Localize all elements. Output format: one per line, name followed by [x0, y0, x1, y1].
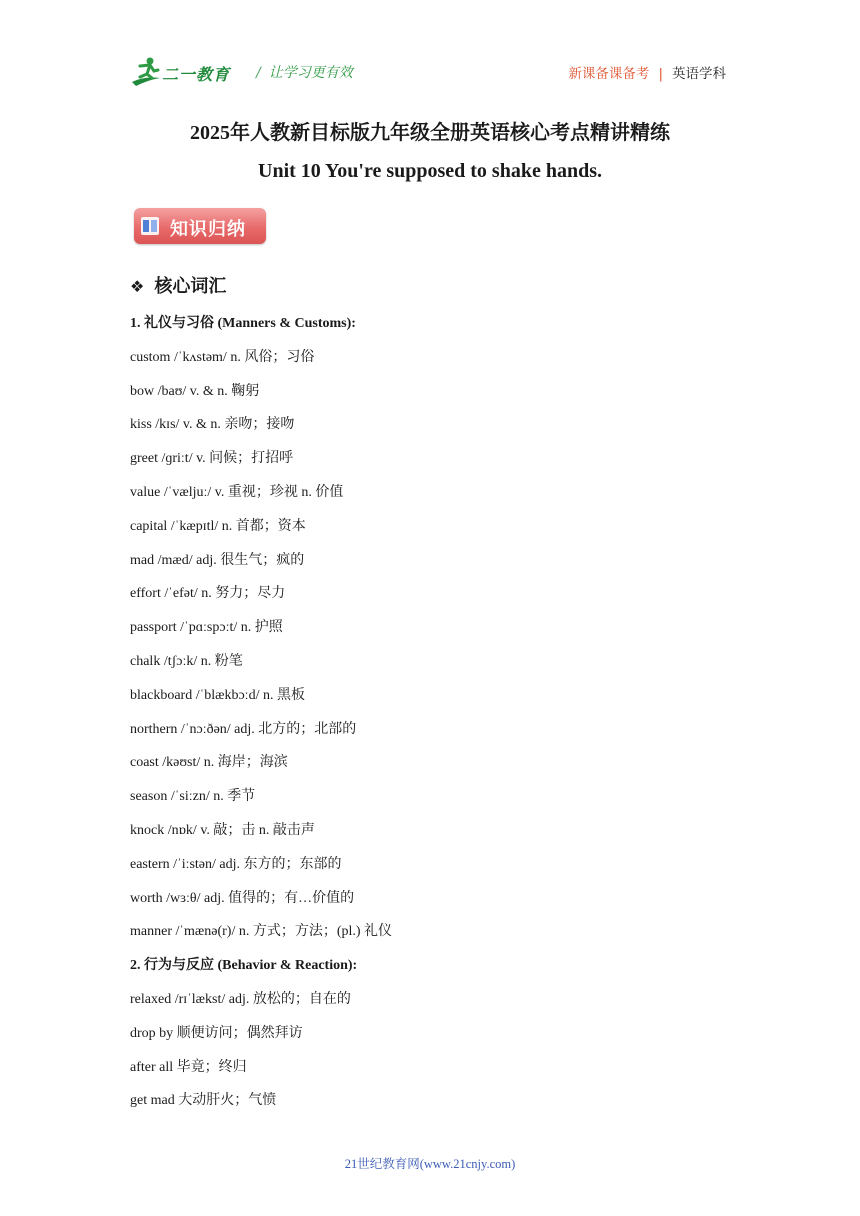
vocabulary-list	[130, 314, 750, 1125]
vocab-entry: relaxed /rɪˈlækst/ adj. 放松的；自在的	[130, 991, 351, 1007]
header-subject-label: 英语学科	[672, 66, 726, 82]
vocab-entry: northern /ˈnɔːðən/ adj. 北方的；北部的	[130, 721, 357, 737]
vocab-entry: after all 毕竟；终归	[130, 1059, 247, 1075]
document-title: 2025年人教新目标版九年级全册英语核心考点精讲精练	[190, 122, 670, 144]
document-subtitle: Unit 10 You're supposed to shake hands.	[258, 160, 602, 182]
logo-text: 二一教育	[162, 65, 231, 84]
vocab-entry: chalk /tʃɔːk/ n. 粉笔	[130, 653, 243, 669]
book-icon	[138, 214, 162, 238]
knowledge-summary-badge	[134, 208, 266, 244]
section-heading	[130, 272, 226, 298]
vocab-entry: effort /ˈefət/ n. 努力；尽力	[130, 586, 286, 602]
header-right	[568, 62, 726, 82]
vocab-entry: bow /baʊ/ v. & n. 鞠躬	[130, 383, 260, 399]
vocab-entry: worth /wɜːθ/ adj. 值得的；有…价值的	[130, 890, 355, 906]
vocab-entry: coast /kəʊst/ n. 海岸；海滨	[130, 755, 288, 771]
diamond-bullet-icon: ❖	[130, 277, 145, 296]
vocab-entry: value /ˈvæljuː/ v. 重视；珍视 n. 价值	[130, 484, 344, 500]
vocab-entry: passport /ˈpɑːspɔːt/ n. 护照	[130, 620, 283, 636]
slogan: / 让学习更有效	[256, 65, 353, 81]
badge-label: 知识归纳	[170, 219, 246, 240]
vocab-entry: manner /ˈmænə(r)/ n. 方式；方法；(pl.) 礼仪	[130, 924, 393, 940]
vocab-entry: drop by 顺便访问；偶然拜访	[130, 1025, 303, 1041]
page-footer: 21世纪教育网(www.21cnjy.com)	[344, 1157, 516, 1171]
page-header	[130, 54, 726, 90]
section-heading-text: 核心词汇	[154, 276, 227, 297]
runner-logo-icon	[130, 56, 164, 88]
vocab-entry: blackboard /ˈblækbɔːd/ n. 黑板	[130, 687, 305, 703]
vocab-entry: capital /ˈkæpɪtl/ n. 首都；资本	[130, 518, 306, 534]
vocab-entry: kiss /kɪs/ v. & n. 亲吻；接吻	[130, 417, 295, 433]
vocab-entry: season /ˈsiːzn/ n. 季节	[130, 789, 256, 805]
vocab-entry: custom /ˈkʌstəm/ n. 风俗；习俗	[130, 349, 315, 365]
vocab-entry: eastern /ˈiːstən/ adj. 东方的；东部的	[130, 856, 342, 872]
vocab-entry: mad /mæd/ adj. 很生气；疯的	[130, 552, 305, 568]
vocab-entry: greet /ɡriːt/ v. 问候；打招呼	[130, 451, 294, 467]
slogan-text: 让学习更有效	[268, 65, 353, 81]
header-course-label: 新课备课备考	[568, 66, 650, 82]
header-separator: |	[658, 66, 663, 82]
vocab-category-heading: 1. 礼仪与习俗 (Manners & Customs):	[130, 316, 356, 331]
vocab-category-heading: 2. 行为与反应 (Behavior & Reaction):	[130, 958, 358, 974]
logo	[130, 56, 242, 88]
vocab-entry: knock /nɒk/ v. 敲；击 n. 敲击声	[130, 822, 315, 838]
vocab-entry: get mad 大动肝火；气愤	[130, 1093, 277, 1109]
